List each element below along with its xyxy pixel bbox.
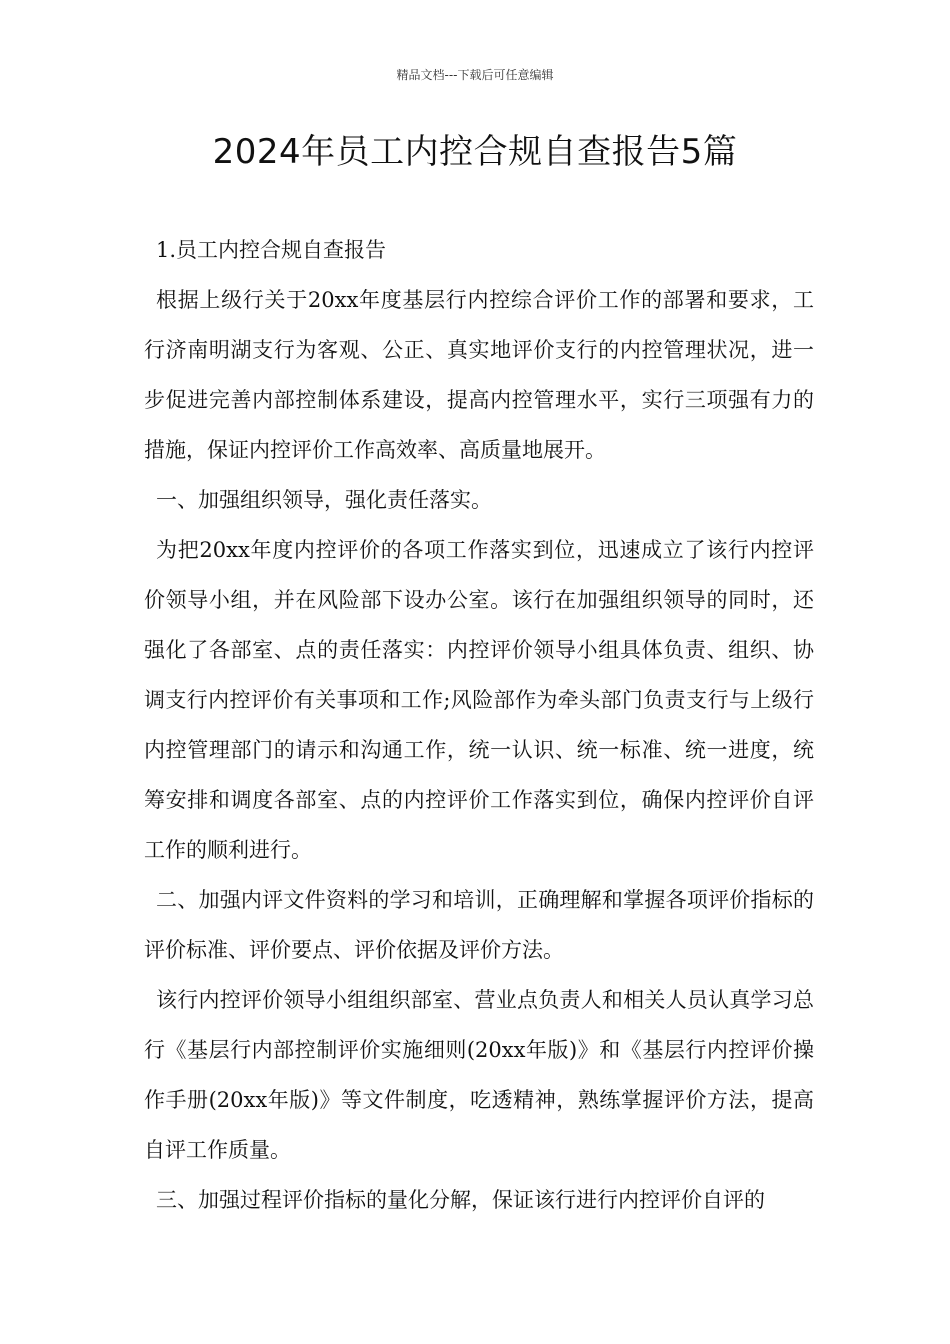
- body-paragraph: 为把20xx年度内控评价的各项工作落实到位，迅速成立了该行内控评价领导小组，并在风险部下设办公室。该行在加强组织领导的同时，还强化了各部室、点的责任落实：内控评价领导小组具体负责、组织、协调支行内控评价有关事项和工作;风险部作为牵头部门负责支行与上级行内控管理部门的请示和沟通工作，统一认识、统一标准、统一进度，统筹安排和调度各部室、点的内控评价工作落实到位，确保内控评价自评工作的顺利进行。: [144, 538, 814, 862]
- document-body: [144, 225, 814, 1225]
- body-paragraph: 该行内控评价领导小组组织部室、营业点负责人和相关人员认真学习总行《基层行内部控制评价实施细则(20xx年版)》和《基层行内控评价操作手册(20xx年版)》等文件制度，吃透精神，熟练掌握评价方法，提高自评工作质量。: [144, 988, 814, 1162]
- section-heading-three: 三、加强过程评价指标的量化分解，保证该行进行内控评价自评的: [156, 1188, 765, 1212]
- document-title: 2024年员工内控合规自查报告5篇: [212, 132, 738, 172]
- header-note: 精品文档---下载后可任意编辑: [396, 68, 554, 82]
- section-heading-one: 一、加强组织领导，强化责任落实。: [156, 488, 492, 512]
- section-heading-1: 1.员工内控合规自查报告: [156, 238, 387, 262]
- body-paragraph: 根据上级行关于20xx年度基层行内控综合评价工作的部署和要求，工行济南明湖支行为客观、公正、真实地评价支行的内控管理状况，进一步促进完善内部控制体系建设，提高内控管理水平，实行三项强有力的措施，保证内控评价工作高效率、高质量地展开。: [144, 288, 814, 462]
- section-heading-two: 二、加强内评文件资料的学习和培训，正确理解和掌握各项评价指标的评价标准、评价要点、评价依据及评价方法。: [144, 888, 814, 962]
